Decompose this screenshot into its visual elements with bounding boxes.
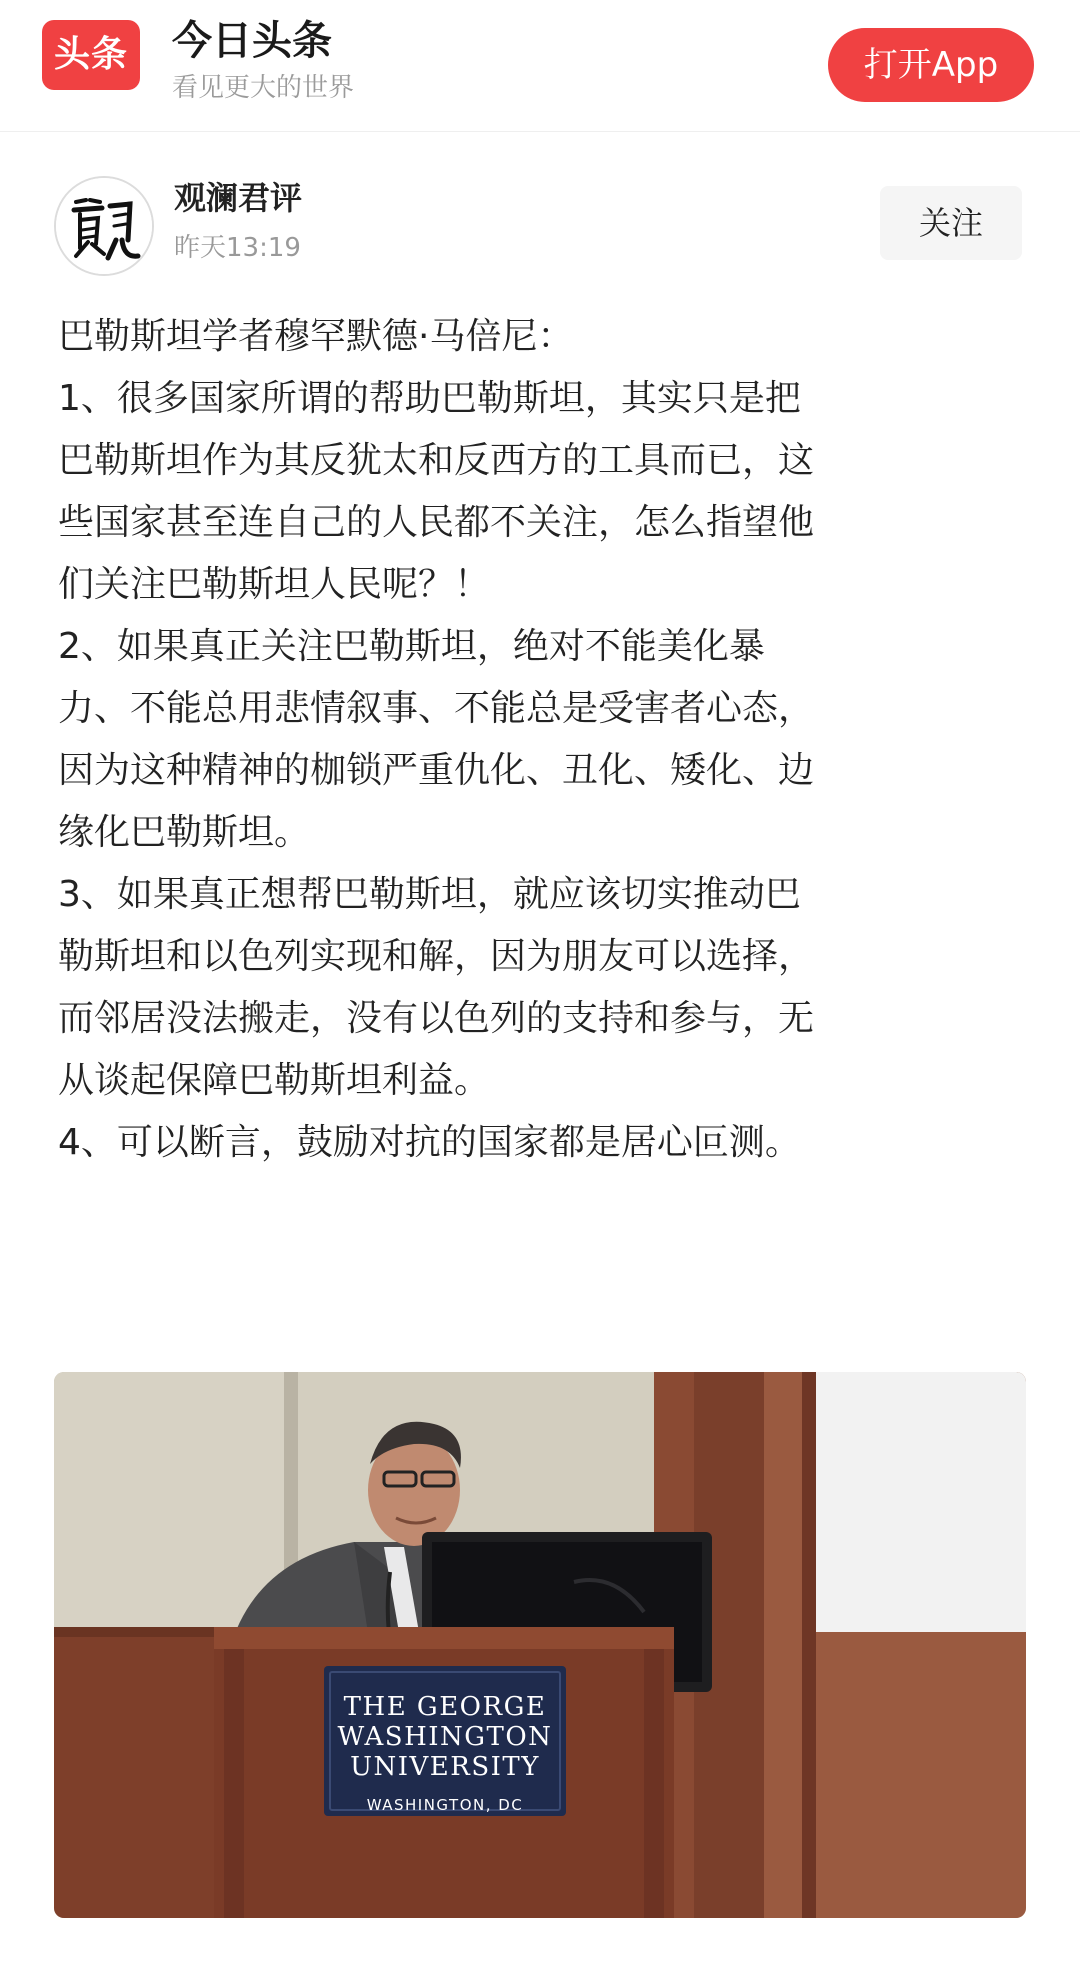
open-app-button[interactable]: 打开App	[828, 28, 1034, 102]
watermark	[930, 1934, 1050, 1958]
article-line: 1、很多国家所谓的帮助巴勒斯坦，其实只是把	[58, 378, 801, 419]
article-line: 从谈起保障巴勒斯坦利益。	[58, 1060, 491, 1101]
sign-line-3: UNIVERSITY	[350, 1752, 540, 1782]
post-time: 昨天13:19	[174, 233, 301, 263]
podium-sign	[324, 1666, 566, 1816]
sign-line-2: WASHINGTON	[337, 1722, 553, 1752]
article-line: 因为这种精神的枷锁严重仇化、丑化、矮化、边	[58, 750, 815, 791]
article-line: 3、如果真正想帮巴勒斯坦，就应该切实推动巴	[58, 874, 801, 915]
article-line: 4、可以断言，鼓励对抗的国家都是居心叵测。	[58, 1122, 801, 1163]
article-body	[58, 306, 1026, 1174]
lecture-scene-illustration	[54, 1372, 1026, 1918]
sign-place: WASHINGTON, DC	[366, 1796, 524, 1814]
app-name: 今日头条	[172, 18, 332, 64]
article-line: 巴勒斯坦作为其反犹太和反西方的工具而已，这	[58, 440, 815, 481]
guan-calligraphy-avatar-icon	[56, 178, 152, 274]
toutiao-logo[interactable]: 头条	[42, 20, 140, 90]
author-avatar[interactable]	[54, 176, 154, 276]
article-line: 力、不能总用悲情叙事、不能总是受害者心态，	[58, 688, 815, 729]
author-name[interactable]: 观澜君评	[174, 179, 303, 217]
sign-line-1: THE GEORGE	[343, 1692, 547, 1722]
article-line: 勒斯坦和以色列实现和解，因为朋友可以选择，	[58, 936, 815, 977]
article-line: 们关注巴勒斯坦人民呢？！	[58, 564, 491, 605]
article-photo[interactable]	[54, 1372, 1026, 1918]
app-header	[0, 0, 1080, 132]
header-divider	[0, 131, 1080, 132]
article-line: 些国家甚至连自己的人民都不关注，怎么指望他	[58, 502, 815, 543]
article-line: 而邻居没法搬走，没有以色列的支持和参与，无	[58, 998, 815, 1039]
follow-button[interactable]: 关注	[880, 186, 1022, 260]
article-line: 巴勒斯坦学者穆罕默德·马倍尼：	[58, 316, 574, 357]
app-slogan: 看见更大的世界	[172, 73, 355, 103]
article-line: 2、如果真正关注巴勒斯坦，绝对不能美化暴	[58, 626, 765, 667]
article-line: 缘化巴勒斯坦。	[58, 812, 311, 853]
